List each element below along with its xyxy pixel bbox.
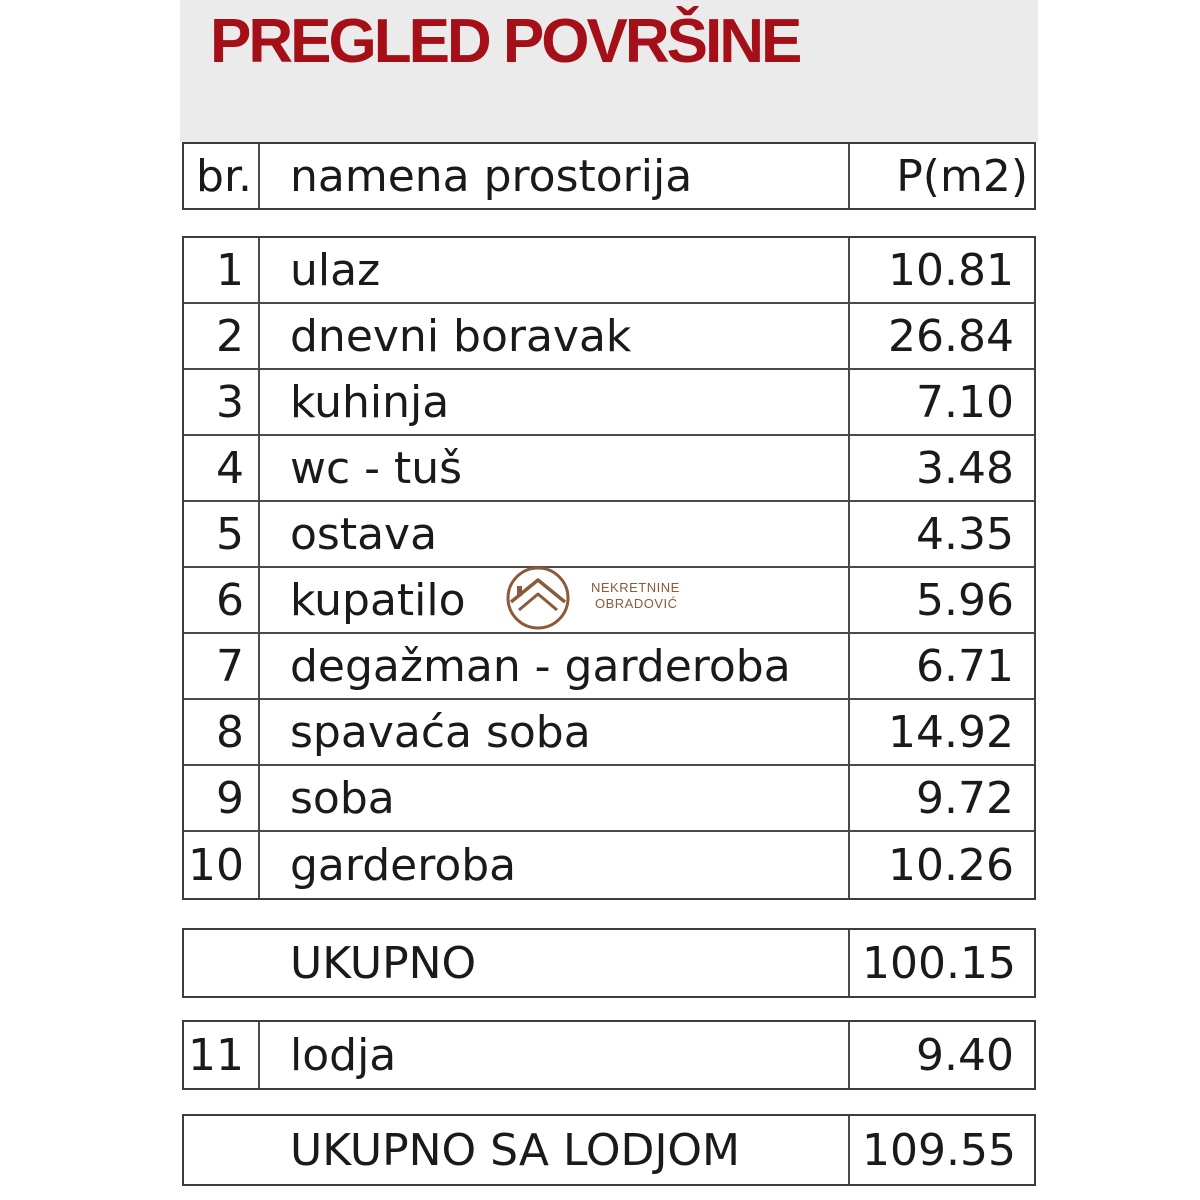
- row-number: 8: [184, 700, 260, 764]
- table-row: [184, 634, 1034, 700]
- house-logo-icon: [505, 566, 571, 630]
- room-name: degažman - garderoba: [290, 640, 791, 692]
- row-number: 6: [184, 568, 260, 632]
- room-area: 5.96: [848, 568, 1034, 632]
- room-name: soba: [290, 772, 395, 824]
- watermark-line1: NEKRETNINE: [591, 580, 680, 595]
- loggia-row: [184, 1022, 1034, 1088]
- header-area: P(m2): [848, 144, 1034, 208]
- total-area: 100.15: [848, 930, 1034, 996]
- room-name: spavaća soba: [290, 706, 591, 758]
- header-number: br.: [184, 144, 260, 208]
- page-title: PREGLED POVRŠINE: [210, 7, 800, 76]
- row-number: 11: [184, 1022, 260, 1088]
- row-number: 4: [184, 436, 260, 500]
- room-name: ostava: [290, 508, 438, 560]
- room-name: lodja: [290, 1029, 397, 1081]
- row-number: 1: [184, 238, 260, 302]
- grand-total-label: UKUPNO SA LODJOM: [290, 1124, 741, 1176]
- room-name: garderoba: [290, 839, 517, 891]
- table-row: [184, 766, 1034, 832]
- header-row: [184, 144, 1034, 208]
- room-name: ulaz: [290, 244, 381, 296]
- watermark: [505, 566, 695, 630]
- row-number: 2: [184, 304, 260, 368]
- table-row: [184, 436, 1034, 502]
- room-area: 26.84: [848, 304, 1034, 368]
- table-row: [184, 502, 1034, 568]
- table-row: [184, 238, 1034, 304]
- table-row: [184, 370, 1034, 436]
- header-table: [182, 142, 1036, 210]
- row-number: 10: [184, 832, 260, 898]
- table-row: [184, 304, 1034, 370]
- room-name: dnevni boravak: [290, 310, 632, 362]
- room-area: 6.71: [848, 634, 1034, 698]
- total-table: [182, 928, 1036, 998]
- room-area: 10.81: [848, 238, 1034, 302]
- room-name: wc - tuš: [290, 442, 463, 494]
- header-room-purpose: namena prostorija: [290, 150, 693, 202]
- row-number: 5: [184, 502, 260, 566]
- row-number: 9: [184, 766, 260, 830]
- room-area: 14.92: [848, 700, 1034, 764]
- room-area: 10.26: [848, 832, 1034, 898]
- room-area: 3.48: [848, 436, 1034, 500]
- grand-total-area: 109.55: [848, 1116, 1034, 1184]
- room-area: 4.35: [848, 502, 1034, 566]
- total-label: UKUPNO: [290, 937, 477, 989]
- row-number: 3: [184, 370, 260, 434]
- room-area: 9.40: [848, 1022, 1034, 1088]
- room-name: kuhinja: [290, 376, 450, 428]
- room-name: kupatilo: [290, 574, 466, 626]
- watermark-line2: OBRADOVIĆ: [595, 596, 678, 611]
- table-row: [184, 700, 1034, 766]
- total-row: [184, 930, 1034, 996]
- table-row: [184, 832, 1034, 898]
- grand-total-table: [182, 1114, 1036, 1186]
- loggia-table: [182, 1020, 1036, 1090]
- room-area: 7.10: [848, 370, 1034, 434]
- row-number: 7: [184, 634, 260, 698]
- room-area: 9.72: [848, 766, 1034, 830]
- grand-total-row: [184, 1116, 1034, 1184]
